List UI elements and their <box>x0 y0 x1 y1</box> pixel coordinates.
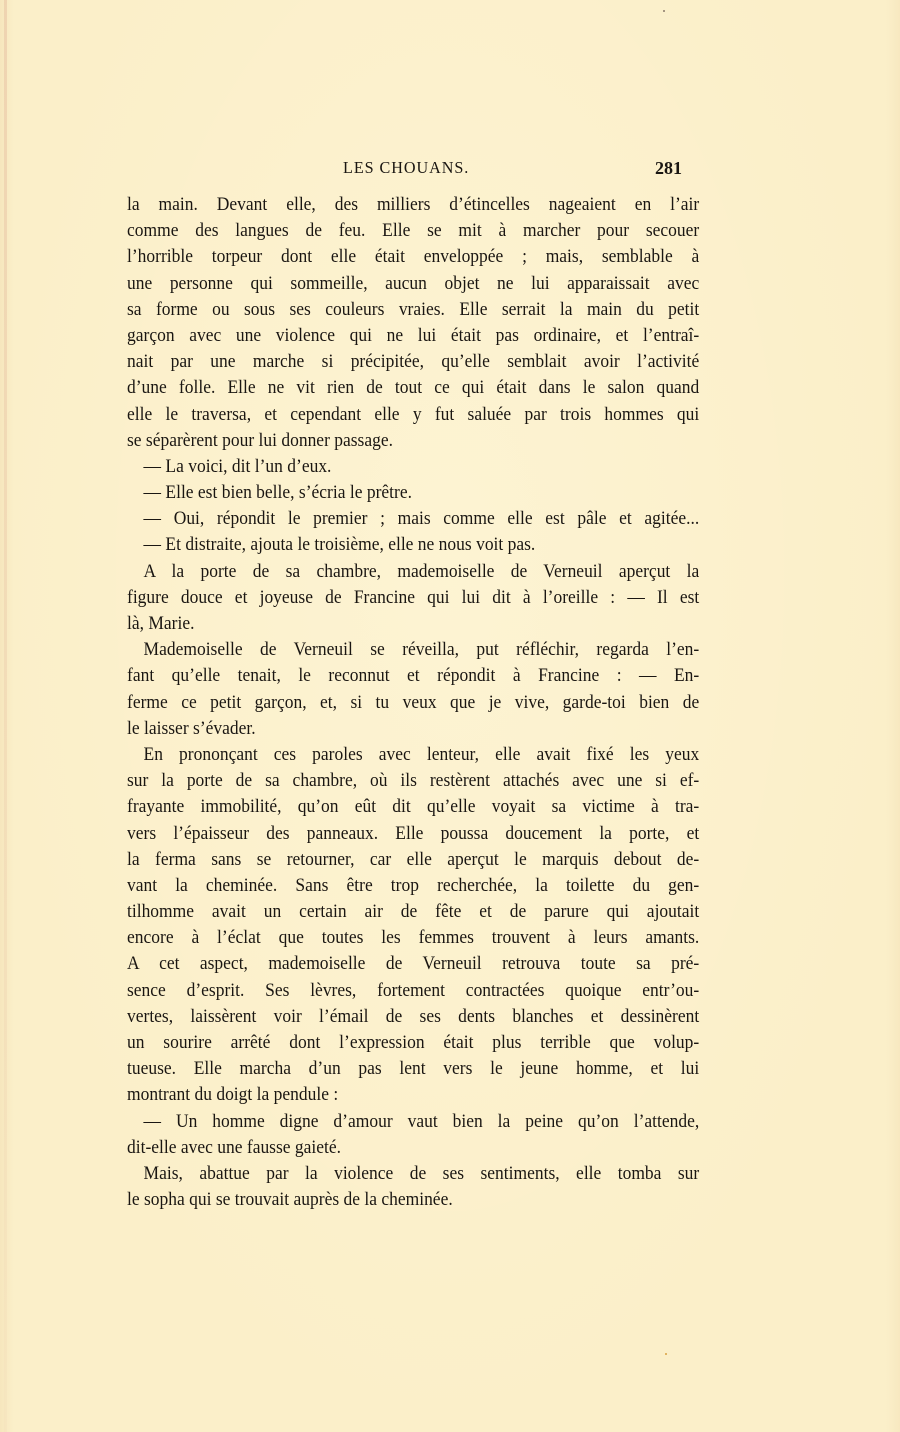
text-line: dit-elle avec une fausse gaieté. <box>127 1136 342 1158</box>
page-edge-shadow <box>4 0 7 1432</box>
paper-speck <box>665 1353 667 1355</box>
text-line: ferme ce petit garçon, et, si tu veux que je vive, garde-toi bien de <box>127 691 700 713</box>
text-line: figure douce et joyeuse de Francine qui lui dit à l’oreille : — Il est <box>127 586 700 608</box>
dialogue-line: — Elle est bien belle, s’écria le prêtre. <box>143 482 412 504</box>
text-line: vertes, laissèrent voir l’émail de ses dents blanches et dessinèrent <box>127 1005 700 1027</box>
page-number: 281 <box>655 158 682 178</box>
text-line: sa forme ou sous ses couleurs vraies. Elle serrait la main du petit <box>127 298 700 320</box>
text-line: vant la cheminée. Sans être trop recherchée, la toilette du gen- <box>127 874 700 896</box>
text-line: comme des langues de feu. Elle se mit à marcher pour secouer <box>127 220 700 242</box>
paragraph-first-line: En prononçant ces paroles avec lenteur, elle avait fixé les yeux <box>143 743 700 765</box>
text-line: tilhomme avait un certain air de fête et de parure qui ajoutait <box>127 901 700 923</box>
running-header <box>127 158 682 184</box>
paper-speck <box>663 10 665 12</box>
text-line: frayante immobilité, qu’on eût dit qu’elle voyait sa victime à tra- <box>127 796 700 818</box>
text-line: fant qu’elle tenait, le reconnut et répondit à Francine : — En- <box>127 665 700 687</box>
text-line: la main. Devant elle, des milliers d’étincelles nageaient en l’air <box>127 194 700 215</box>
text-line: se séparèrent pour lui donner passage. <box>127 429 393 451</box>
text-line: le laisser s’évader. <box>127 717 256 739</box>
running-title: LES CHOUANS. <box>343 158 470 177</box>
dialogue-line: — Et distraite, ajouta le troisième, elle ne nous voit pas. <box>143 534 536 556</box>
text-line: nait par une marche si précipitée, qu’elle semblait avoir l’activité <box>127 351 700 373</box>
text-line: montrant du doigt la pendule : <box>127 1084 339 1106</box>
dialogue-line: — Un homme digne d’amour vaut bien la peine qu’on l’attende, <box>143 1110 700 1132</box>
text-line: la ferma sans se retourner, car elle aperçut le marquis debout de- <box>127 848 700 870</box>
text-line: là, Marie. <box>127 613 195 634</box>
paragraph-first-line: A la porte de sa chambre, mademoiselle de Verneuil aperçut la <box>143 560 700 582</box>
dialogue-line: — Oui, répondit le premier ; mais comme elle est pâle et agitée... <box>143 508 700 530</box>
text-line: encore à l’éclat que toutes les femmes trouvent à leurs amants. <box>127 927 700 949</box>
body-text <box>127 192 699 1213</box>
text-line: tueuse. Elle marcha d’un pas lent vers le jeune homme, et lui <box>127 1058 700 1080</box>
paragraph-first-line: Mademoiselle de Verneuil se réveilla, put réfléchir, regarda l’en- <box>143 639 700 661</box>
text-line: sence d’esprit. Ses lèvres, fortement contractées quoique entr’ou- <box>127 979 700 1001</box>
text-line: A cet aspect, mademoiselle de Verneuil retrouva toute sa pré- <box>127 953 700 975</box>
dialogue-line: — La voici, dit l’un d’eux. <box>143 455 332 477</box>
text-line: vers l’épaisseur des panneaux. Elle poussa doucement la porte, et <box>127 822 700 844</box>
paragraph-first-line: Mais, abattue par la violence de ses sentiments, elle tomba sur <box>143 1162 700 1184</box>
text-line: elle le traversa, et cependant elle y fut saluée par trois hommes qui <box>127 403 700 425</box>
text-line: garçon avec une violence qui ne lui était pas ordinaire, et l’entraî- <box>127 324 700 346</box>
text-line: d’une folle. Elle ne vit rien de tout ce qui était dans le salon quand <box>127 377 700 399</box>
text-line: le sopha qui se trouvait auprès de la cheminée. <box>127 1189 453 1211</box>
text-line: une personne qui sommeille, aucun objet ne lui apparaissait avec <box>127 272 700 294</box>
text-line: un sourire arrêté dont l’expression était plus terrible que volup- <box>127 1032 700 1053</box>
text-line: l’horrible torpeur dont elle était enveloppée ; mais, semblable à <box>127 246 700 268</box>
text-line: sur la porte de sa chambre, où ils restèrent attachés avec une si ef- <box>127 770 700 792</box>
